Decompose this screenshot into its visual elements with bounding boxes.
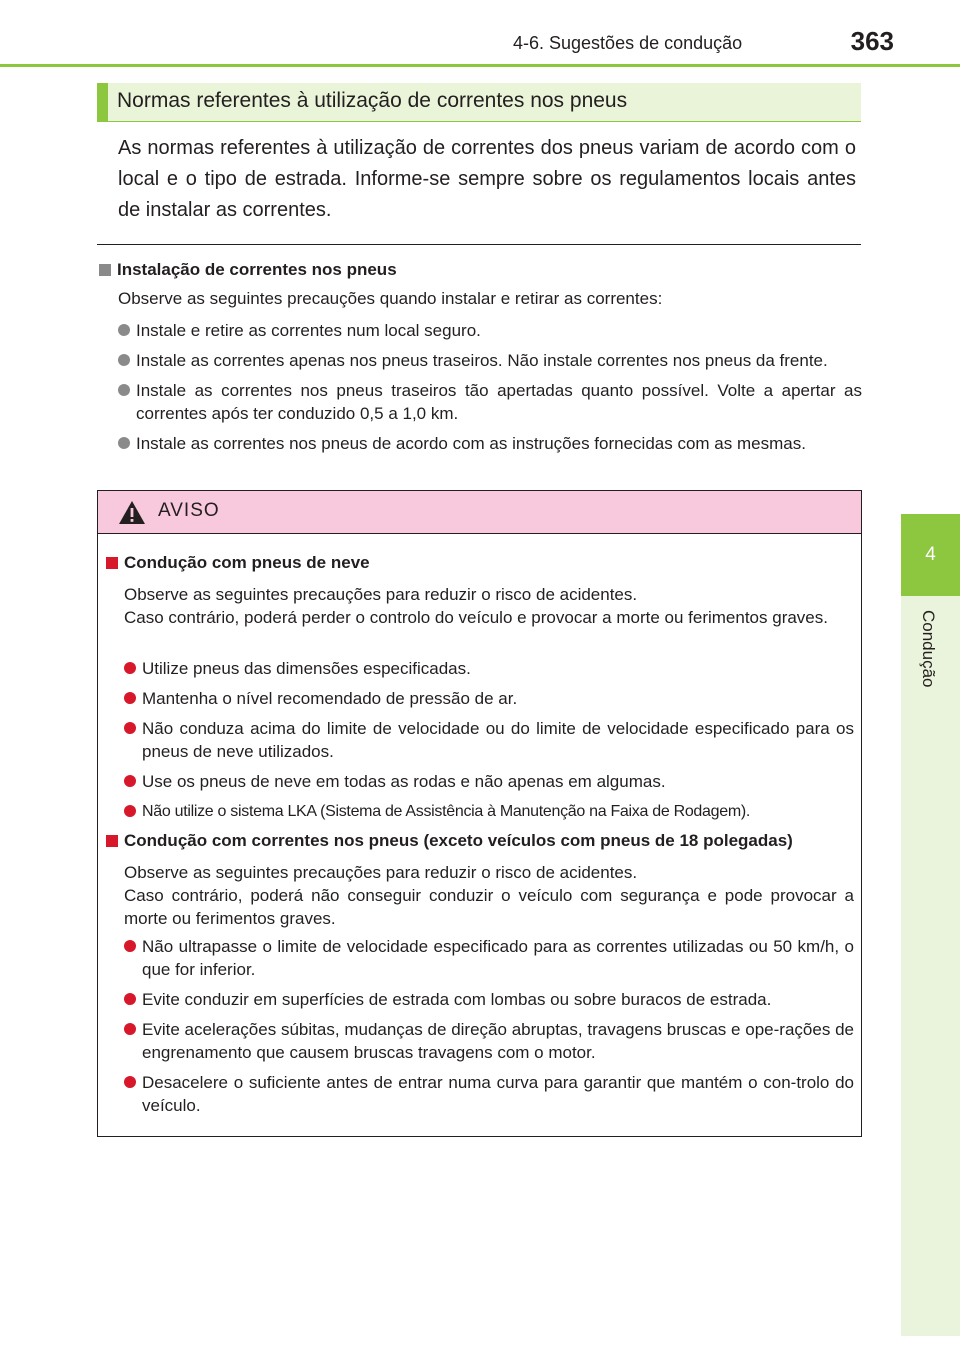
installation-list <box>118 319 862 462</box>
list-item: Instale as correntes nos pneus traseiros tão apertadas quanto possível. Volte a apertar as correntes após ter conduzido 0,5 a 1,0 km. <box>118 379 862 425</box>
list-item: Não utilize o sistema LKA (Sistema de Assistência à Manutenção na Faixa de Rodagem). <box>124 800 854 823</box>
installation-heading-text: Instalação de correntes nos pneus <box>117 260 397 279</box>
chapter-tab <box>901 514 960 596</box>
list-item: Evite acelerações súbitas, mudanças de direção abruptas, travagens bruscas e ope-rações de engrenamento que causem bruscas travagens com o motor. <box>124 1018 854 1064</box>
circle-bullet-icon <box>124 993 136 1005</box>
circle-bullet-icon <box>124 722 136 734</box>
header-divider <box>0 64 960 67</box>
list-item: Desacelere o suficiente antes de entrar numa curva para garantir que mantém o con-trolo do veículo. <box>124 1071 854 1117</box>
warning-box <box>97 490 862 1137</box>
chains-list <box>124 935 854 1124</box>
circle-bullet-icon <box>124 775 136 787</box>
section-divider <box>97 244 861 245</box>
section-intro: As normas referentes à utilização de correntes dos pneus variam de acordo com o local e o tipo de estrada. Informe-se sempre sobre os regulamentos locais antes de instalar as correntes. <box>118 137 856 221</box>
list-item: Utilize pneus das dimensões especificadas. <box>124 657 854 680</box>
list-item: Não ultrapasse o limite de velocidade especificado para as correntes utilizadas ou 50 km/h, o que for inferior. <box>124 935 854 981</box>
section-title-box <box>97 83 861 122</box>
chains-heading: Condução com correntes nos pneus (exceto veículos com pneus de 18 polegadas) <box>106 831 793 851</box>
list-item: Instale as correntes apenas nos pneus traseiros. Não instale correntes nos pneus da frente. <box>118 349 862 372</box>
circle-bullet-icon <box>124 662 136 674</box>
circle-bullet-icon <box>124 1076 136 1088</box>
section-title-bar <box>97 83 108 121</box>
warning-triangle-icon <box>118 500 146 525</box>
installation-description: Observe as seguintes precauções quando instalar e retirar as correntes: <box>118 289 663 308</box>
square-bullet-icon <box>99 264 111 276</box>
circle-bullet-icon <box>118 437 130 449</box>
circle-bullet-icon <box>124 940 136 952</box>
chapter-strip <box>901 596 960 1336</box>
header-section-title: 4-6. Sugestões de condução <box>513 33 743 53</box>
square-bullet-icon <box>106 835 118 847</box>
warning-label: AVISO <box>158 500 220 521</box>
list-item: Evite conduzir em superfícies de estrada com lombas ou sobre buracos de estrada. <box>124 988 854 1011</box>
circle-bullet-icon <box>118 384 130 396</box>
list-item: Instale e retire as correntes num local seguro. <box>118 319 862 342</box>
installation-heading <box>99 260 397 280</box>
chains-description: Observe as seguintes precauções para reduzir o risco de acidentes. Caso contrário, poderá não conseguir conduzir o veículo com segurança e pode provocar a morte ou ferimentos graves. <box>124 863 854 928</box>
chapter-label: Condução <box>919 610 938 688</box>
chapter-number: 4 <box>925 544 936 565</box>
page-number: 363 <box>850 26 894 56</box>
warning-header <box>98 491 861 534</box>
snow-list <box>124 657 854 830</box>
section-title: Normas referentes à utilização de correntes nos pneus <box>117 89 628 112</box>
snow-description: Observe as seguintes precauções para reduzir o risco de acidentes. Caso contrário, poderá perder o controlo do veículo e provocar a morte ou ferimentos graves. <box>124 585 828 627</box>
list-item: Use os pneus de neve em todas as rodas e não apenas em algumas. <box>124 770 854 793</box>
list-item: Instale as correntes nos pneus de acordo com as instruções fornecidas com as mesmas. <box>118 432 862 455</box>
snow-heading: Condução com pneus de neve <box>106 553 370 573</box>
circle-bullet-icon <box>118 354 130 366</box>
circle-bullet-icon <box>118 324 130 336</box>
circle-bullet-icon <box>124 692 136 704</box>
list-item: Mantenha o nível recomendado de pressão de ar. <box>124 687 854 710</box>
square-bullet-icon <box>106 557 118 569</box>
circle-bullet-icon <box>124 1023 136 1035</box>
circle-bullet-icon <box>124 805 136 817</box>
list-item: Não conduza acima do limite de velocidade ou do limite de velocidade especificado para os pneus de neve utilizados. <box>124 717 854 763</box>
